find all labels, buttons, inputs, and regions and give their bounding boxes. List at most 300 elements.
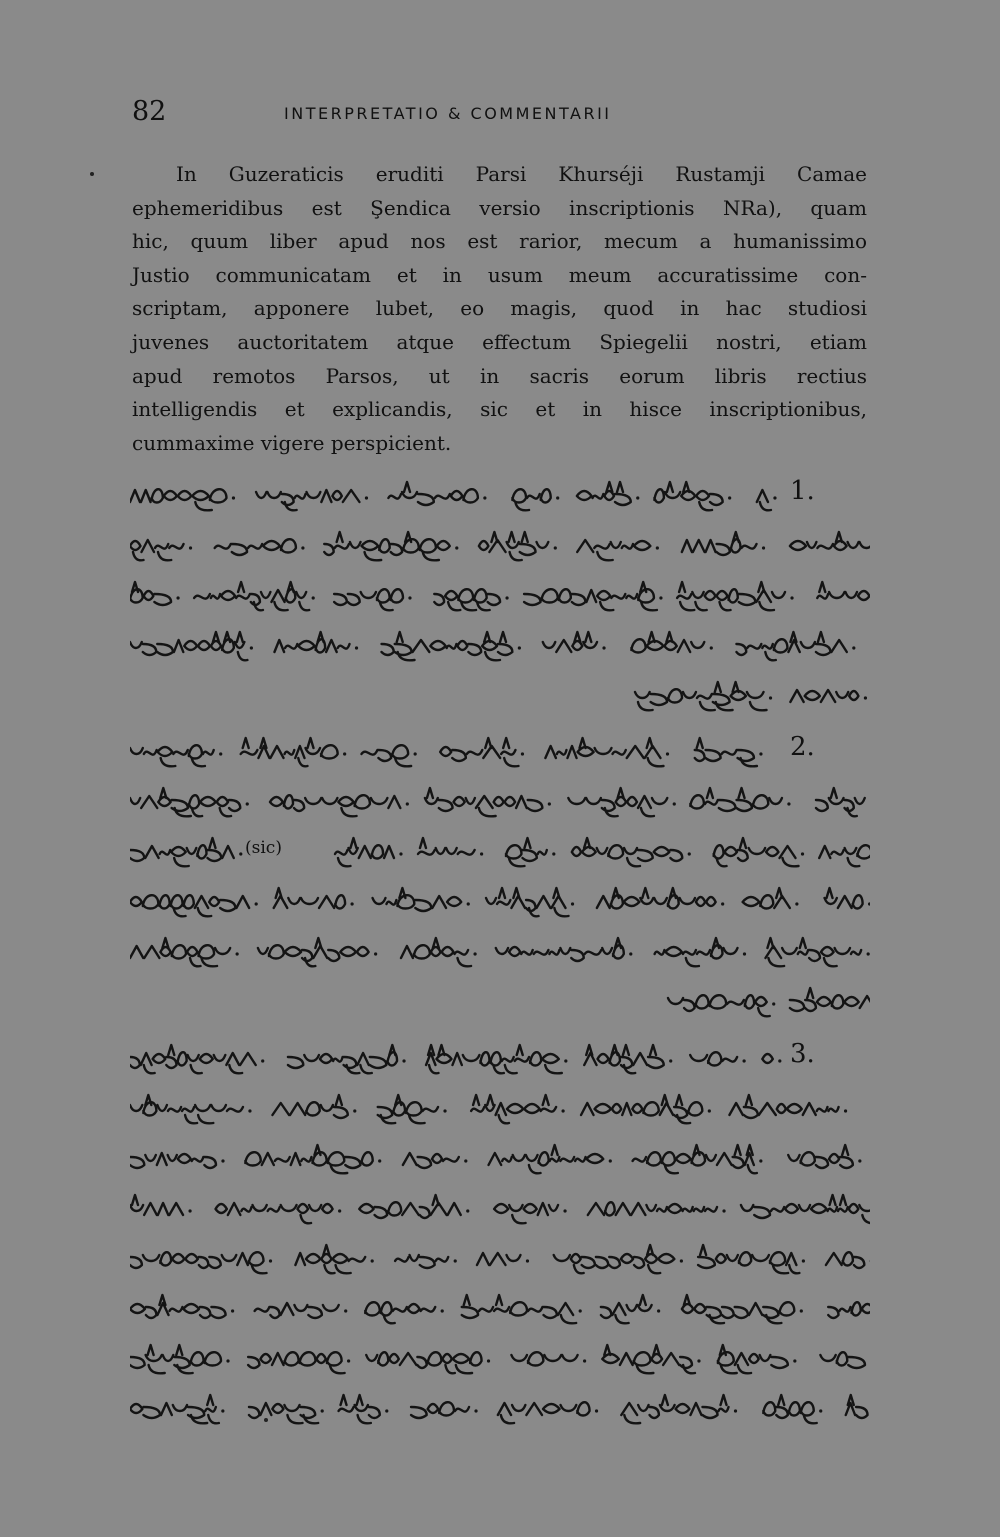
script-glyph [453,1354,469,1363]
script-glyph [507,1255,521,1261]
script-glyph [801,642,815,648]
script-glyph [432,896,446,908]
script-glyph [694,1207,704,1212]
script-glyph [747,692,764,698]
script-glyph [507,1104,523,1113]
script-glyph [348,594,360,605]
script-glyph [417,1357,426,1368]
script-glyph [157,1153,167,1165]
script-ascender [168,1045,174,1055]
script-glyph [719,1407,729,1412]
script-glyph [706,897,715,906]
script-glyph [386,900,396,905]
script-glyph [192,491,209,500]
script-glyph [737,800,752,811]
script-glyph [295,746,304,758]
script-glyph [452,750,466,761]
script-glyph [860,996,870,1008]
word-separator [669,1059,672,1062]
script-ascender [500,632,506,642]
script-descender [174,858,189,866]
script-glyph [479,541,488,550]
script-glyph [420,1207,430,1218]
script-glyph [130,897,142,906]
script-ascender [491,532,497,542]
script-glyph [817,1107,828,1112]
script-ascender [427,788,433,798]
word-separator [629,952,632,955]
script-glyph [198,641,210,650]
script-descender [680,602,694,610]
word-separator [338,1209,341,1212]
script-glyph [384,846,394,858]
script-glyph [844,997,858,1006]
script-glyph [631,1203,645,1215]
script-glyph [602,800,615,811]
script-descender [190,958,200,966]
script-glyph [538,1203,548,1215]
script-glyph [157,644,173,655]
script-glyph [683,950,696,955]
script-glyph [677,594,691,599]
word-separator [801,852,804,855]
script-glyph [530,1052,541,1065]
script-ascender [697,738,703,748]
avestan-script-line [130,1285,870,1335]
word-separator [402,1059,405,1062]
script-glyph [285,1352,299,1365]
avestan-script-drawing [130,472,870,522]
script-glyph [749,1354,759,1363]
script-descender [738,1365,751,1373]
script-glyph [388,494,401,499]
script-ascender [642,888,648,898]
script-ascender [487,1095,493,1105]
script-glyph [741,1205,753,1211]
script-glyph [130,541,140,550]
word-separator [480,852,483,855]
script-glyph [828,1307,838,1318]
word-separator [680,1259,683,1262]
margin-mark [264,1418,268,1422]
script-glyph [340,947,356,956]
script-glyph [512,1405,525,1411]
script-glyph [480,1052,489,1065]
script-glyph [633,1157,646,1162]
word-separator [483,496,486,499]
script-ascender [237,632,243,642]
script-glyph [401,946,413,958]
script-glyph [236,896,249,908]
script-ascender [807,988,813,998]
script-glyph [130,1257,142,1268]
script-glyph [166,1057,176,1068]
script-glyph [255,1307,270,1312]
script-glyph [769,798,782,804]
script-ascender [148,1345,154,1355]
script-ascender [819,582,825,592]
script-glyph [309,1205,321,1211]
word-separator [556,496,559,499]
script-glyph [365,1302,380,1315]
word-separator [659,596,662,599]
script-glyph [777,1104,786,1113]
script-glyph [267,492,280,498]
script-glyph [130,748,143,754]
script-glyph [665,947,681,956]
word-separator [221,1159,224,1162]
script-glyph [324,544,333,555]
script-glyph [537,896,551,908]
avestan-script-line [130,1385,870,1435]
script-glyph [759,1103,776,1115]
script-glyph [302,950,312,961]
word-separator [772,1002,775,1005]
script-ascender [337,532,343,542]
script-glyph [849,1204,859,1213]
script-glyph [489,1153,502,1165]
word-separator [561,1109,564,1112]
script-glyph [494,1204,508,1213]
script-glyph [174,640,183,652]
word-separator [250,646,253,649]
script-glyph [241,750,258,755]
script-glyph [205,1407,216,1412]
avestan-script-drawing [130,622,870,672]
script-glyph [829,592,844,598]
script-ascender [543,1095,549,1105]
script-glyph [308,1307,322,1318]
script-glyph [690,1403,701,1415]
script-glyph [187,848,197,854]
script-glyph [249,1252,264,1265]
script-descender [824,958,837,966]
script-glyph [562,1355,577,1361]
script-glyph [568,798,585,804]
word-separator [722,1209,725,1212]
word-separator [371,1259,374,1262]
script-glyph [359,1204,373,1213]
script-glyph [451,491,463,500]
script-glyph [851,950,861,955]
script-glyph [295,494,306,499]
word-separator [800,1309,803,1312]
script-glyph [662,1152,675,1165]
word-separator [246,802,249,805]
script-glyph [350,542,361,548]
script-glyph [418,494,434,505]
script-glyph [811,1204,827,1213]
script-glyph [828,1107,838,1112]
avestan-script-line [130,522,870,572]
script-descender [229,1065,242,1073]
script-glyph [683,692,696,698]
script-glyph [772,592,785,598]
script-glyph [634,1257,644,1268]
script-descender [175,808,191,816]
paragraph-line: hic, quum liber apud nos est rarior, mecum a humanissimo [132,229,867,254]
paragraph-line: scriptam, apponere lubet, eo magis, quod in hac studiosi [132,296,867,321]
script-glyph [229,800,240,811]
script-glyph [466,798,475,804]
script-ascender [818,632,824,642]
script-glyph [463,1055,480,1061]
script-glyph [522,850,536,861]
script-glyph [502,1057,514,1062]
script-glyph [263,541,280,550]
word-separator [347,1359,350,1362]
word-separator [790,596,793,599]
script-ascender [238,582,244,592]
script-glyph [189,745,202,758]
script-glyph [169,544,183,549]
script-glyph [345,1157,360,1168]
script-ascender [830,1195,836,1205]
script-descender [298,758,307,766]
word-separator [353,1109,356,1112]
word-separator [852,646,855,649]
avestan-script-line [130,1335,870,1385]
script-glyph [141,540,154,552]
script-descender [336,1265,351,1273]
script-glyph [170,1307,183,1312]
script-glyph [418,1157,431,1168]
script-glyph [693,540,705,552]
script-glyph [305,798,321,804]
script-glyph [321,1105,333,1111]
script-glyph [317,1354,326,1363]
script-glyph [647,1152,661,1165]
script-glyph [203,750,214,755]
script-glyph [524,1204,537,1213]
script-ascender [746,1095,752,1105]
script-glyph [680,1357,692,1368]
script-ascender [676,1095,682,1105]
paragraph-line: cummaxime vigere perspicient. [132,430,452,455]
script-glyph [621,1403,637,1415]
script-glyph [527,494,540,499]
avestan-script-drawing [130,1335,870,1385]
script-glyph [496,948,508,954]
script-descender [299,602,309,610]
script-glyph [153,1054,166,1063]
word-separator [688,852,691,855]
script-glyph [588,1203,604,1215]
script-glyph [272,1404,283,1413]
word-separator [221,1409,224,1412]
script-glyph [757,490,768,502]
script-glyph [674,1107,687,1118]
script-glyph [766,847,778,856]
script-glyph [622,544,633,549]
script-glyph [322,798,337,804]
word-separator [759,1159,762,1162]
script-glyph [227,1107,243,1112]
script-glyph [608,845,623,858]
script-glyph [803,1103,816,1115]
script-glyph [272,1103,289,1115]
script-descender [750,702,767,710]
script-ascender [433,1195,439,1205]
word-separator [505,596,508,599]
script-glyph [832,995,844,1008]
script-glyph [587,1154,604,1163]
script-glyph [515,1057,529,1062]
script-glyph [187,947,197,956]
script-glyph [513,1155,525,1161]
avestan-script-drawing [130,672,870,722]
script-descender [648,758,664,766]
script-glyph [571,950,583,961]
script-glyph [787,1104,802,1113]
script-glyph [130,1404,142,1413]
script-glyph [635,692,650,698]
script-ascender [336,1095,342,1105]
script-glyph [494,797,504,806]
script-glyph [378,750,391,761]
word-separator [656,546,659,549]
script-descender [758,1008,770,1016]
script-glyph [442,1354,451,1363]
script-glyph [215,948,230,954]
script-ascender [307,738,313,748]
script-glyph [581,1103,593,1115]
script-glyph [816,800,828,811]
script-glyph [395,1257,409,1262]
word-separator [239,852,242,855]
script-glyph [420,1257,435,1268]
avestan-script-line [130,828,870,878]
avestan-script-drawing [130,1385,870,1435]
script-glyph [836,692,848,698]
script-glyph [222,1255,237,1261]
script-glyph [171,847,186,856]
word-separator [867,952,870,955]
script-glyph [631,639,645,652]
script-glyph [319,896,334,908]
script-glyph [471,1107,484,1112]
avestan-script-drawing [130,1085,870,1135]
script-glyph [447,644,457,649]
script-glyph [284,795,293,808]
script-glyph [388,1202,401,1215]
script-glyph [130,1357,145,1368]
script-glyph [357,1053,368,1065]
script-glyph [375,1207,387,1218]
script-glyph [786,1253,796,1265]
script-ascender [840,1195,846,1205]
word-separator [248,1109,251,1112]
script-glyph [298,641,314,650]
script-glyph [400,1353,417,1365]
sic-annotation: (sic) [245,838,282,858]
script-glyph [543,1404,560,1413]
word-separator [231,1309,234,1312]
script-glyph [228,1203,241,1215]
script-glyph [334,1107,348,1118]
script-glyph [458,850,475,855]
script-glyph [322,1204,332,1213]
word-separator [301,546,304,549]
script-glyph [333,1057,342,1062]
script-ascender [276,888,282,898]
script-glyph [270,1307,279,1318]
script-glyph [799,1205,810,1211]
script-glyph [130,490,140,502]
script-glyph [160,1252,171,1265]
script-glyph [612,750,625,755]
script-glyph [716,1254,726,1263]
script-glyph [332,491,341,500]
script-descender [615,1315,628,1323]
script-glyph [189,795,199,808]
word-separator [343,752,346,755]
script-glyph [652,798,667,804]
script-glyph [211,594,220,599]
paragraph-line: In Guzeraticis eruditi Parsi Khurséji Rustamji Camae [176,162,867,186]
script-glyph [275,1157,290,1162]
script-glyph [285,947,301,956]
word-separator [595,1409,598,1412]
word-separator [455,546,458,549]
script-glyph [557,750,567,755]
word-separator [710,646,713,649]
script-glyph [634,541,650,550]
script-glyph [388,796,400,808]
script-glyph [143,1407,160,1418]
word-separator [443,1109,446,1112]
script-glyph [835,948,850,954]
script-glyph [304,1055,319,1061]
script-glyph [538,850,547,855]
script-glyph [253,1205,267,1211]
word-separator [521,752,524,755]
script-glyph [788,1155,799,1161]
script-glyph [498,1403,511,1415]
script-glyph [739,1252,751,1265]
script-glyph [378,1352,388,1365]
script-ascender [640,1295,646,1305]
script-glyph [676,1404,690,1413]
avestan-script-line [130,1185,870,1235]
script-glyph [454,797,465,806]
word-separator [636,496,639,499]
script-ascender [553,888,559,898]
script-glyph [217,797,228,806]
word-separator [226,1359,229,1362]
script-glyph [668,998,683,1004]
word-separator [188,1209,191,1212]
script-glyph [214,1055,226,1061]
script-glyph [505,797,515,806]
avestan-script-drawing [130,522,870,572]
script-glyph [705,1207,717,1212]
script-descender [748,1165,757,1173]
script-glyph [626,594,637,599]
word-separator [473,952,476,955]
script-glyph [688,1102,702,1115]
script-descender [398,652,415,660]
word-separator [261,1059,264,1062]
script-glyph [821,690,835,702]
script-glyph [722,750,737,755]
word-separator [385,1409,388,1412]
avestan-script-line [130,878,870,928]
word-separator [743,1059,746,1062]
script-glyph [158,747,173,756]
script-glyph [272,1353,284,1365]
word-separator [657,1309,660,1312]
